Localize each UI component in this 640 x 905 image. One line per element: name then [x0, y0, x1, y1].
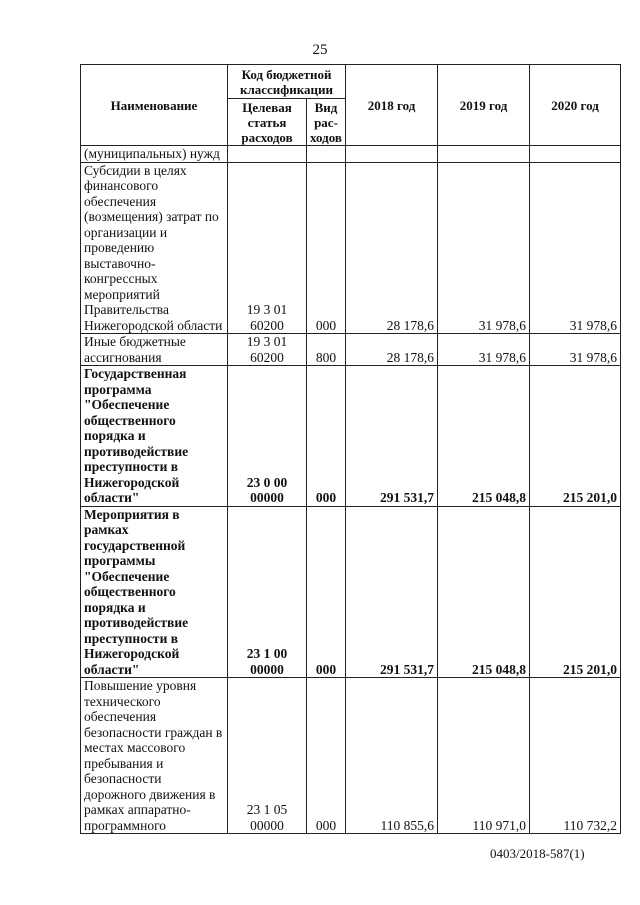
row-value-2018: 28 178,6 — [346, 334, 438, 366]
row-name: Иные бюджетные ассигнования — [81, 334, 228, 366]
header-year-2020: 2020 год — [530, 65, 621, 146]
row-target-code: 23 1 05 00000 — [228, 678, 307, 834]
row-value-2020: 215 201,0 — [530, 506, 621, 678]
row-value-2018: 291 531,7 — [346, 506, 438, 678]
row-target-code: 19 3 01 60200 — [228, 162, 307, 334]
row-expense-kind — [307, 146, 346, 163]
row-name: Повышение уровня технического обеспечения безопасности граждан в местах массового пребывания и безопасности дорожного движения в рамках аппаратно-программного — [81, 678, 228, 834]
row-value-2019 — [438, 146, 530, 163]
header-year-2019: 2019 год — [438, 65, 530, 146]
row-value-2019: 215 048,8 — [438, 366, 530, 507]
row-name: Мероприятия в рамках государственной программы "Обеспечение общественного порядка и противодействие преступности в Нижегородской области" — [81, 506, 228, 678]
row-expense-kind: 000 — [307, 366, 346, 507]
row-value-2020: 215 201,0 — [530, 366, 621, 507]
header-name: Наименование — [81, 65, 228, 146]
row-target-code: 23 1 00 00000 — [228, 506, 307, 678]
row-name: (муниципальных) нужд — [81, 146, 228, 163]
header-expense-kind: Вид рас-ходов — [307, 99, 346, 146]
row-value-2019: 110 971,0 — [438, 678, 530, 834]
row-target-code — [228, 146, 307, 163]
table-row — [81, 146, 621, 163]
table-row — [81, 366, 621, 507]
row-expense-kind: 000 — [307, 162, 346, 334]
row-target-code: 23 0 00 00000 — [228, 366, 307, 507]
row-value-2018: 291 531,7 — [346, 366, 438, 507]
header-budget-code: Код бюджетной классификации — [228, 65, 346, 99]
document-registration-code: 0403/2018-587(1) — [490, 846, 585, 861]
row-value-2018: 110 855,6 — [346, 678, 438, 834]
row-value-2020: 31 978,6 — [530, 162, 621, 334]
row-value-2018 — [346, 146, 438, 163]
header-year-2018: 2018 год — [346, 65, 438, 146]
page-number: 25 — [312, 42, 328, 58]
table-row — [81, 334, 621, 366]
header-target-article: Целевая статья расходов — [228, 99, 307, 146]
table-row — [81, 678, 621, 834]
row-value-2020 — [530, 146, 621, 163]
budget-table — [80, 64, 621, 834]
row-value-2019: 215 048,8 — [438, 506, 530, 678]
row-value-2018: 28 178,6 — [346, 162, 438, 334]
row-name: Государственная программа "Обеспечение общественного порядка и противодействие преступности в Нижегородской области" — [81, 366, 228, 507]
row-value-2020: 110 732,2 — [530, 678, 621, 834]
row-value-2019: 31 978,6 — [438, 162, 530, 334]
row-expense-kind: 000 — [307, 678, 346, 834]
table-row — [81, 162, 621, 334]
row-expense-kind: 800 — [307, 334, 346, 366]
table-row — [81, 506, 621, 678]
row-name: Субсидии в целях финансового обеспечения (возмещения) затрат по организации и проведению выставочно-конгрессных мероприятий Правительства Нижегородской области — [81, 162, 228, 334]
row-expense-kind: 000 — [307, 506, 346, 678]
row-value-2020: 31 978,6 — [530, 334, 621, 366]
row-value-2019: 31 978,6 — [438, 334, 530, 366]
row-target-code: 19 3 01 60200 — [228, 334, 307, 366]
